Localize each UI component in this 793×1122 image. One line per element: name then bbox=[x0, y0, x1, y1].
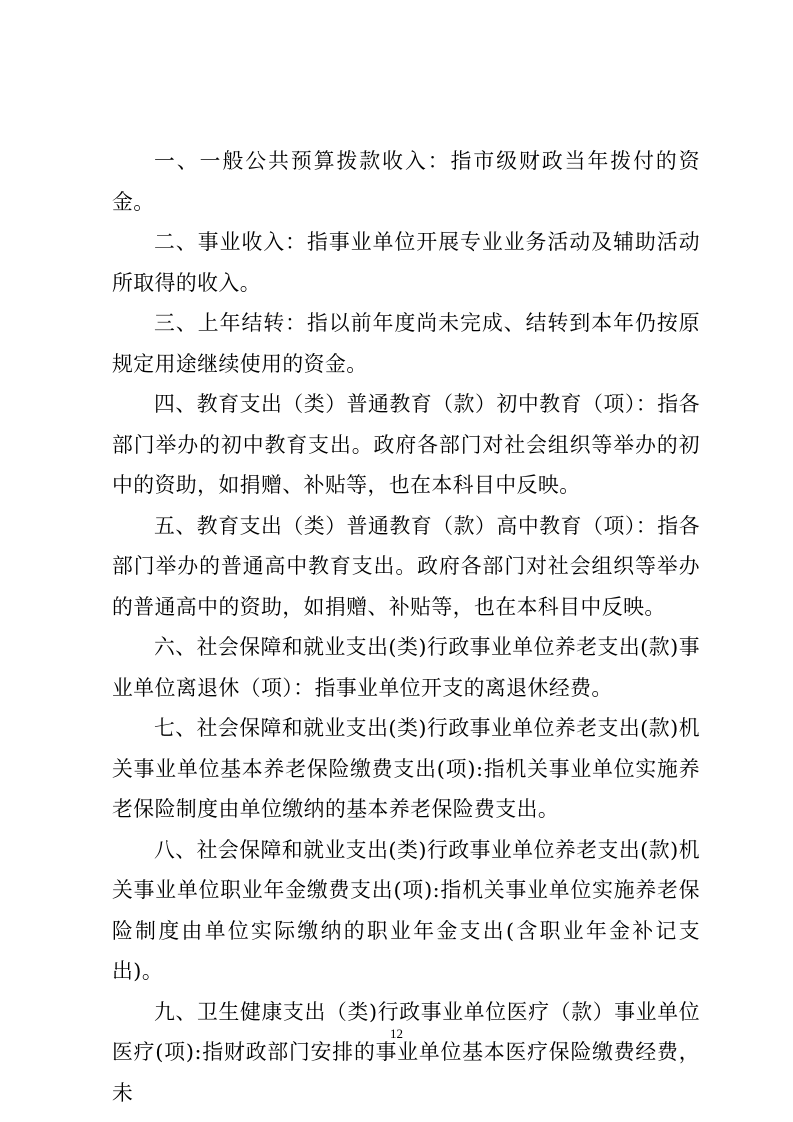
paragraph-5: 五、教育支出（类）普通教育（款）高中教育（项）：指各部门举办的普通高中教育支出。政府各部门对社会组织等举办的普通高中的资助，如捐赠、补贴等，也在本科目中反映。 bbox=[112, 513, 700, 619]
paragraph-3: 三、上年结转：指以前年度尚未完成、结转到本年仍按原规定用途继续使用的资金。 bbox=[112, 311, 700, 376]
paragraph-7: 七、社会保障和就业支出(类)行政事业单位养老支出(款)机关事业单位基本养老保险缴费支出(项):指机关事业单位实施养老保险制度由单位缴纳的基本养老保险费支出。 bbox=[112, 716, 700, 821]
paragraph-1: 一、一般公共预算拨款收入：指市级财政当年拨付的资金。 bbox=[112, 149, 700, 214]
paragraph-9: 九、卫生健康支出（类)行政事业单位医疗（款）事业单位医疗(项):指财政部门安排的事业单位基本医疗保险缴费经费，未 bbox=[112, 999, 700, 1105]
paragraph-2: 二、事业收入：指事业单位开展专业业务活动及辅助活动所取得的收入。 bbox=[112, 230, 700, 295]
paragraph-4: 四、教育支出（类）普通教育（款）初中教育（项）：指各部门举办的初中教育支出。政府各部门对社会组织等举办的初中的资助，如捐赠、补贴等，也在本科目中反映。 bbox=[112, 392, 700, 497]
paragraph-8: 八、社会保障和就业支出(类)行政事业单位养老支出(款)机关事业单位职业年金缴费支出(项):指机关事业单位实施养老保险制度由单位实际缴纳的职业年金支出(含职业年金补记支出)。 bbox=[112, 837, 700, 983]
page-number: 12 bbox=[390, 1026, 403, 1041]
body-text bbox=[112, 141, 700, 1113]
paragraph-6: 六、社会保障和就业支出(类)行政事业单位养老支出(款)事业单位离退休（项）：指事业单位开支的离退休经费。 bbox=[112, 635, 700, 700]
